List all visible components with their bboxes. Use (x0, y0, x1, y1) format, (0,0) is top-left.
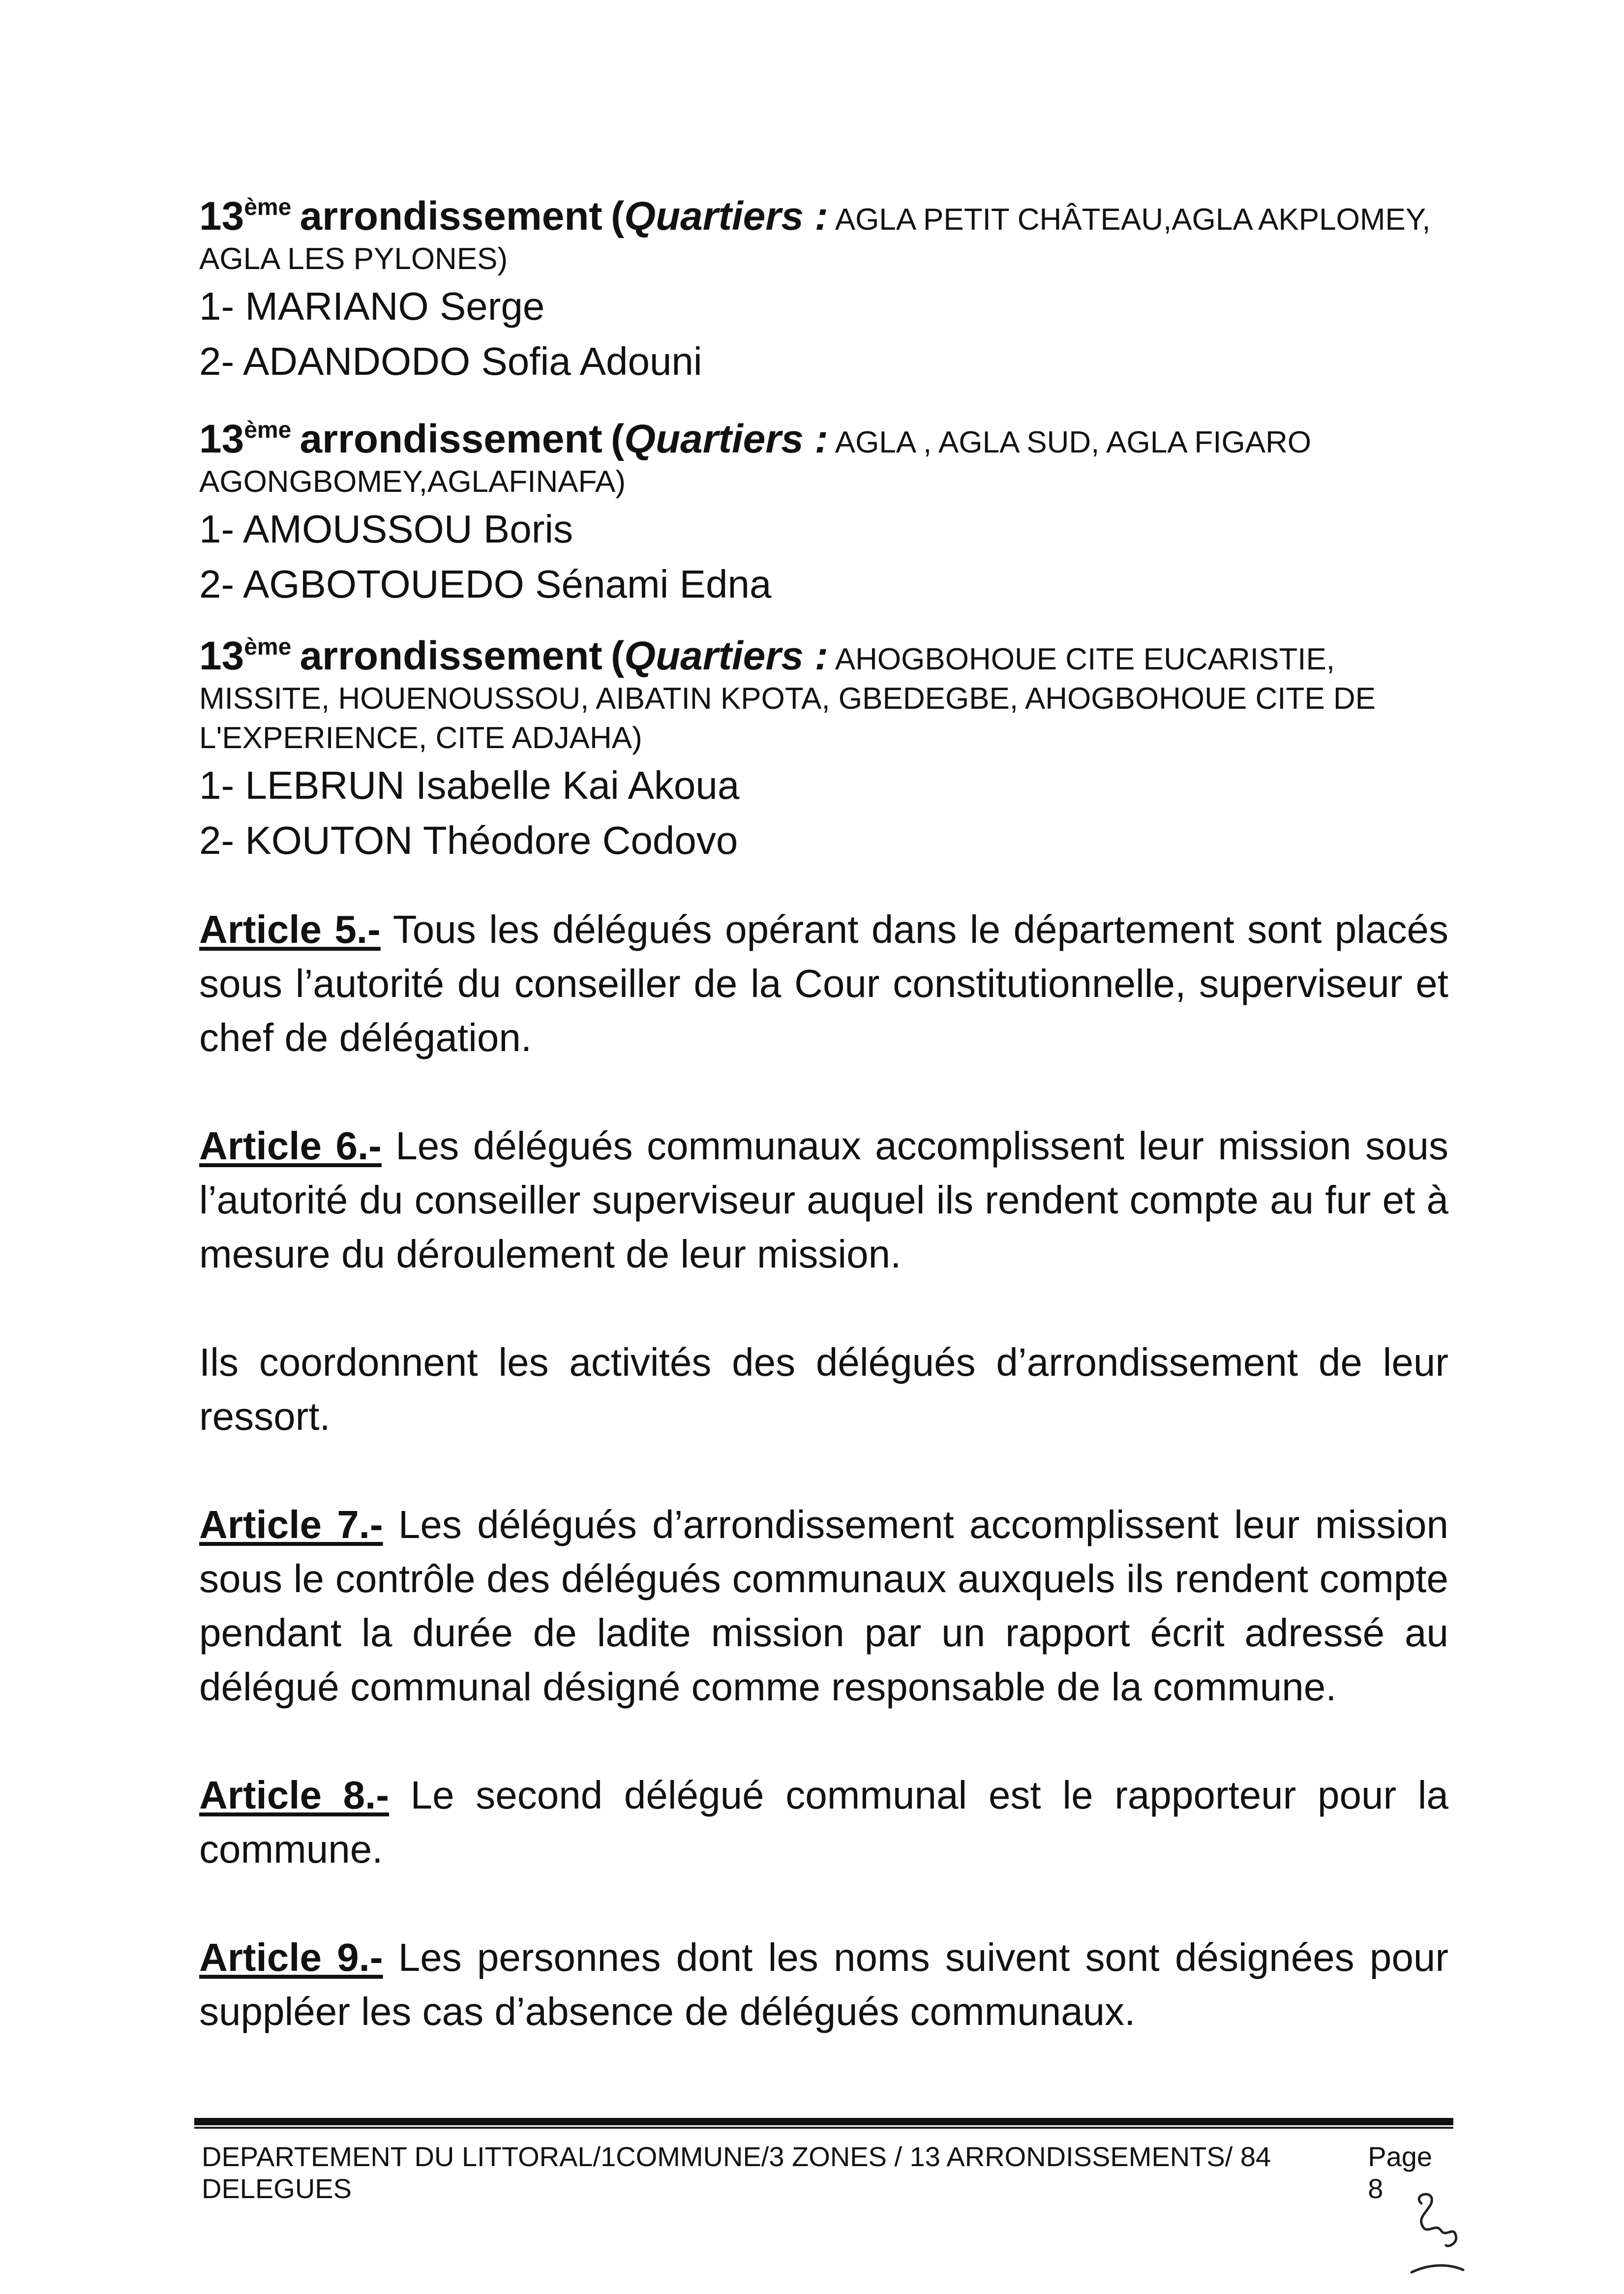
initials-signature (1407, 2184, 1466, 2282)
article-text: Les délégués d’arrondissement accomplissent leur mission sous le contrôle des délégués communaux auxquels ils rendent compte pendant la durée de ladite mission par un rapport écrit adressé au délégué communal désigné comme responsable de la commune. (199, 1503, 1448, 1709)
section-label: arrondissement (300, 634, 602, 678)
section-number-suffix: ème (244, 417, 292, 443)
article-text: Tous les délégués opérant dans le département sont placés sous l’autorité du conseiller de la Cour constitutionnelle, superviseur et chef de délégation. (199, 907, 1449, 1059)
quartiers-list: AGLA , AGLA SUD, AGLA FIGARO AGONGBOMEY,AGLAFINAFA) (199, 425, 1312, 499)
page-content (199, 194, 1449, 2039)
section-number: 13 (199, 194, 244, 239)
delegate-list (199, 502, 1448, 612)
page-footer (202, 2141, 1451, 2204)
arrondissement-section (199, 417, 1448, 612)
page-number: Page 8 (1368, 2141, 1433, 2204)
article-9 (199, 1931, 1448, 2039)
delegate-name: 1- LEBRUN Isabelle Kai Akoua (199, 763, 740, 807)
section-number: 13 (199, 417, 244, 461)
section-label: arrondissement (300, 194, 602, 239)
section-number-suffix: ème (244, 194, 292, 220)
delegate-name: 1- MARIANO Serge (199, 284, 545, 328)
quartiers-label: Quartiers : (624, 634, 828, 678)
footer-title: DEPARTEMENT DU LITTORAL/1COMMUNE/3 ZONES / 13 ARRONDISSEMENTS/ 84 DELEGUES (202, 2141, 1271, 2204)
article-text: Les délégués communaux accomplissent leur mission sous l’autorité du conseiller superviseur auquel ils rendent compte au fur et à mesure du déroulement de leur mission. (199, 1124, 1449, 1276)
delegate-list (199, 279, 1448, 389)
section-heading: 13ème arrondissement (Quartiers : AHOGBOHOUE CITE EUCARISTIE, MISSITE, HOUENOUSSOU, AIBATIN KPOTA, GBEDEGBE, AHOGBOHOUE CITE DE L'EXPERIENCE, CITE ADJAHA) (199, 634, 1376, 755)
arrondissement-section (199, 194, 1448, 389)
quartiers-list: AHOGBOHOUE CITE EUCARISTIE, MISSITE, HOUENOUSSOU, AIBATIN KPOTA, GBEDEGBE, AHOGBOHOUE CITE DE L'EXPERIENCE, CITE ADJAHA) (199, 642, 1376, 755)
footer-rule (194, 2118, 1453, 2125)
article-7 (199, 1498, 1448, 1714)
delegate-name: 1- AMOUSSOU Boris (199, 507, 573, 551)
delegate-list (199, 758, 1448, 868)
delegate-name: 2- AGBOTOUEDO Sénami Edna (199, 562, 772, 606)
article-text: Le second délégué communal est le rapporteur pour la commune. (199, 1773, 1448, 1871)
article-6 (199, 1119, 1448, 1281)
article-label: Article 7.- (199, 1503, 383, 1546)
article-label: Article 8.- (199, 1773, 389, 1817)
article-label: Article 6.- (199, 1124, 382, 1168)
quartiers-list: AGLA PETIT CHÂTEAU,AGLA AKPLOMEY, AGLA LES PYLONES) (199, 203, 1431, 276)
delegate-name: 2- ADANDODO Sofia Adouni (199, 339, 702, 383)
article-6-paragraph-2 (199, 1335, 1448, 1444)
footer-rule-thin (194, 2127, 1453, 2129)
article-label: Article 5.- (199, 907, 381, 951)
article-5 (199, 903, 1448, 1065)
arrondissement-section (199, 636, 1448, 868)
section-label: arrondissement (300, 417, 602, 461)
article-8 (199, 1768, 1448, 1876)
article-text: Les personnes dont les noms suivent sont désignées pour suppléer les cas d’absence de délégués communaux. (199, 1935, 1448, 2033)
section-number-suffix: ème (244, 634, 292, 660)
article-text: Ils coordonnent les activités des délégués d’arrondissement de leur ressort. (199, 1340, 1448, 1438)
section-heading: 13ème arrondissement (Quartiers : AGLA , AGLA SUD, AGLA FIGARO AGONGBOMEY,AGLAFINAFA) (199, 417, 1312, 499)
quartiers-label: Quartiers : (624, 194, 828, 239)
quartiers-label: Quartiers : (624, 417, 828, 461)
section-number: 13 (199, 634, 244, 678)
section-heading: 13ème arrondissement (Quartiers : AGLA PETIT CHÂTEAU,AGLA AKPLOMEY, AGLA LES PYLONES) (199, 194, 1431, 276)
delegate-name: 2- KOUTON Théodore Codovo (199, 818, 738, 862)
article-label: Article 9.- (199, 1935, 383, 1979)
